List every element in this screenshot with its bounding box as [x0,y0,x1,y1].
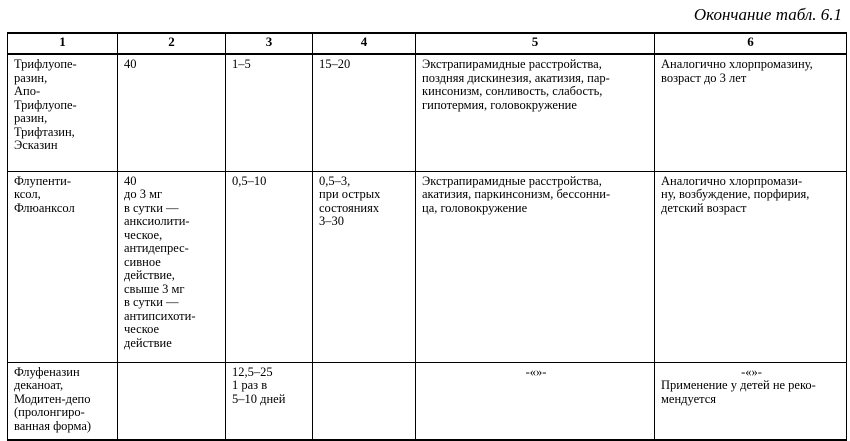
range-cell-2: 0,5–3, при острых состояниях 3–30 [313,171,416,362]
table-row [8,171,847,362]
side-effects-cell: Экстрапирамидные расстройства, акатизия, паркинсонизм, бессонни- ца, головокружение [416,171,655,362]
range-cell: 1–5 [226,54,313,171]
dose-cell: 40 до 3 мг в сутки — анксиолити- ческое, антидепрес- сивное действие, свыше 3 мг в сутки — антипсихоти- ческое действие [118,171,226,362]
range-cell-2: 15–20 [313,54,416,171]
side-effects-cell: Экстрапирамидные расстройства, поздняя дискинезия, акатизия, пар- кинсонизм, сонливость, слабость, гипотермия, головокружение [416,54,655,171]
contraindications-cell: Аналогично хлорпромази- ну, возбуждение, порфирия, детский возраст [655,171,847,362]
range-cell: 0,5–10 [226,171,313,362]
column-header-3: 3 [226,33,313,54]
contraindications-cell: -«»- Применение у детей не реко- мендуется [655,362,847,440]
column-header-5: 5 [416,33,655,54]
dose-cell [118,362,226,440]
header-row [8,33,847,54]
range-cell-2 [313,362,416,440]
drug-name-cell: Флуфеназин деканоат, Модитен-депо (пролонгиро- ванная форма) [8,362,118,440]
ditto-mark: -«»- [741,364,762,379]
ditto-mark: -«»- [525,364,547,379]
drug-table [7,32,847,441]
side-effects-cell [416,362,655,440]
column-header-6: 6 [655,33,847,54]
column-header-4: 4 [313,33,416,54]
drug-name-cell: Флупенти- ксол, Флюанксол [8,171,118,362]
table-row [8,54,847,171]
contraindications-cell: Аналогично хлорпромазину, возраст до 3 лет [655,54,847,171]
column-header-1: 1 [8,33,118,54]
table-caption: Окончание табл. 6.1 [693,5,842,24]
table-row [8,362,847,440]
range-cell: 12,5–25 1 раз в 5–10 дней [226,362,313,440]
drug-name-cell: Трифлуопе- разин, Апо- Трифлуопе- разин, Трифтазин, Эсказин [8,54,118,171]
dose-cell: 40 [118,54,226,171]
column-header-2: 2 [118,33,226,54]
